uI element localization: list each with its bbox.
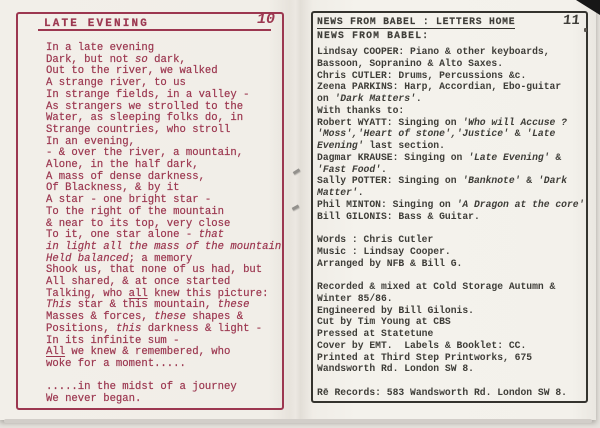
text-line: Dark, but not so dark, [46, 53, 186, 66]
text-line: In strange fields, in a valley - [46, 88, 250, 101]
text-line: Alone, in the half dark, [46, 159, 199, 172]
text-line: Talking, who all knew this picture: [46, 287, 269, 300]
text-line: Winter 85/86. [317, 292, 393, 304]
text-line: & near to its top, very close [46, 217, 231, 230]
text-line: Words : Chris Cutler [317, 234, 434, 245]
text-line: .....in the midst of a journey [46, 381, 237, 394]
text-line: woke for a moment..... [46, 357, 186, 370]
right-page-title: NEWS FROM BABEL : LETTERS HOME [317, 16, 516, 27]
text-line: Music : Lindsay Cooper. [317, 245, 451, 257]
text-line [317, 269, 584, 281]
page-under-edge [4, 419, 592, 423]
credits-lines [317, 46, 584, 399]
text-line: Positions, this darkness & light - [46, 322, 263, 335]
text-line: Cover by EMT. Labels & Booklet: CC. [317, 339, 527, 351]
text-line: All shared, & at once started [46, 276, 231, 289]
text-line: Masses & forces, these shapes & [46, 311, 244, 324]
text-line: As strangers we strolled to the [46, 100, 244, 113]
text-line: In its infinite sum - [46, 334, 180, 347]
text-line: Lindsay COOPER: Piano & other keyboards, [317, 46, 550, 57]
text-line: Matter'. [317, 187, 364, 198]
text-line: In a late evening [46, 42, 155, 54]
text-line: in light all the mass of the mountain [46, 240, 282, 253]
text-line: Wandsworth Rd. London SW 8. [317, 363, 474, 375]
poem-lines [46, 43, 281, 406]
text-line: Out to the river, we walked [46, 65, 218, 78]
text-line: Robert WYATT: Singing on 'Who will Accuse ? [317, 116, 567, 128]
text-line: This star & this mountain, these [46, 299, 250, 312]
text-line: Of Blackness, & by it [46, 182, 180, 195]
text-line: Cut by Tim Young at CBS [317, 316, 451, 328]
text-line: Engineered by Bill Gilonis. [317, 304, 474, 316]
text-line: Bassoon, Sopranino & Alto Saxes. [317, 57, 504, 69]
text-line: Chris CUTLER: Drums, Percussions &c. [317, 69, 527, 81]
text-line: A star - one bright star - [46, 194, 212, 207]
right-page-subtitle: NEWS FROM BABEL: [317, 30, 430, 41]
text-line: To it, one star alone - that [46, 229, 225, 242]
text-line: We never began. [46, 393, 142, 406]
text-line: on 'Dark Matters'. [317, 93, 422, 104]
text-line: Printed at Third Step Printworks, 675 [317, 351, 533, 363]
text-line: Phil MINTON: Singing on 'A Dragon at the core' [317, 198, 585, 210]
text-line: Held balanced; a memory [46, 252, 193, 265]
text-line: Recorded & mixed at Cold Storage Autumn & [317, 281, 556, 292]
text-line: Pressed at Statetune [317, 328, 434, 339]
right-page-number: 11 [562, 13, 581, 29]
right-page-frame [311, 11, 588, 403]
text-line: Zeena PARKINS: Harp, Accordian, Ebo-guitar [317, 81, 562, 93]
left-page-title: LATE EVENING [44, 18, 150, 30]
text-line: 'Moss','Heart of stone','Justice' & 'Late [317, 128, 556, 140]
text-line: Water, as sleeping folks do, in [46, 112, 244, 125]
text-line: With thanks to: [317, 104, 405, 116]
text-line: Shook us, that none of us had, but [46, 264, 263, 277]
text-line: Rē Records: 583 Wandsworth Rd. London SW 8. [317, 386, 567, 398]
text-line [317, 222, 584, 234]
left-page-frame [16, 12, 284, 410]
text-line [317, 375, 584, 387]
paper-speck [584, 28, 587, 32]
text-line: Bill GILONIS: Bass & Guitar. [317, 210, 480, 222]
text-line: A mass of dense darkness, [46, 170, 205, 183]
left-page-number: 10 [256, 11, 275, 28]
text-line: Sally POTTER: Singing on 'Banknote' & 'Dark [317, 175, 568, 187]
text-line: Arranged by NFB & Bill G. [317, 257, 463, 269]
text-line: All we knew & remembered, who [46, 346, 231, 359]
text-line: - & over the river, a mountain, [46, 147, 244, 160]
text-line: Strange countries, who stroll [46, 123, 231, 136]
text-line: A strange river, to us [46, 77, 186, 90]
text-line: In an evening, [46, 135, 136, 148]
text-line: Evening' last section. [317, 140, 445, 151]
text-line: 'Fast Food'. [317, 163, 387, 175]
text-line: To the right of the mountain [46, 205, 225, 218]
text-line: Dagmar KRAUSE: Singing on 'Late Evening' & [317, 151, 562, 163]
